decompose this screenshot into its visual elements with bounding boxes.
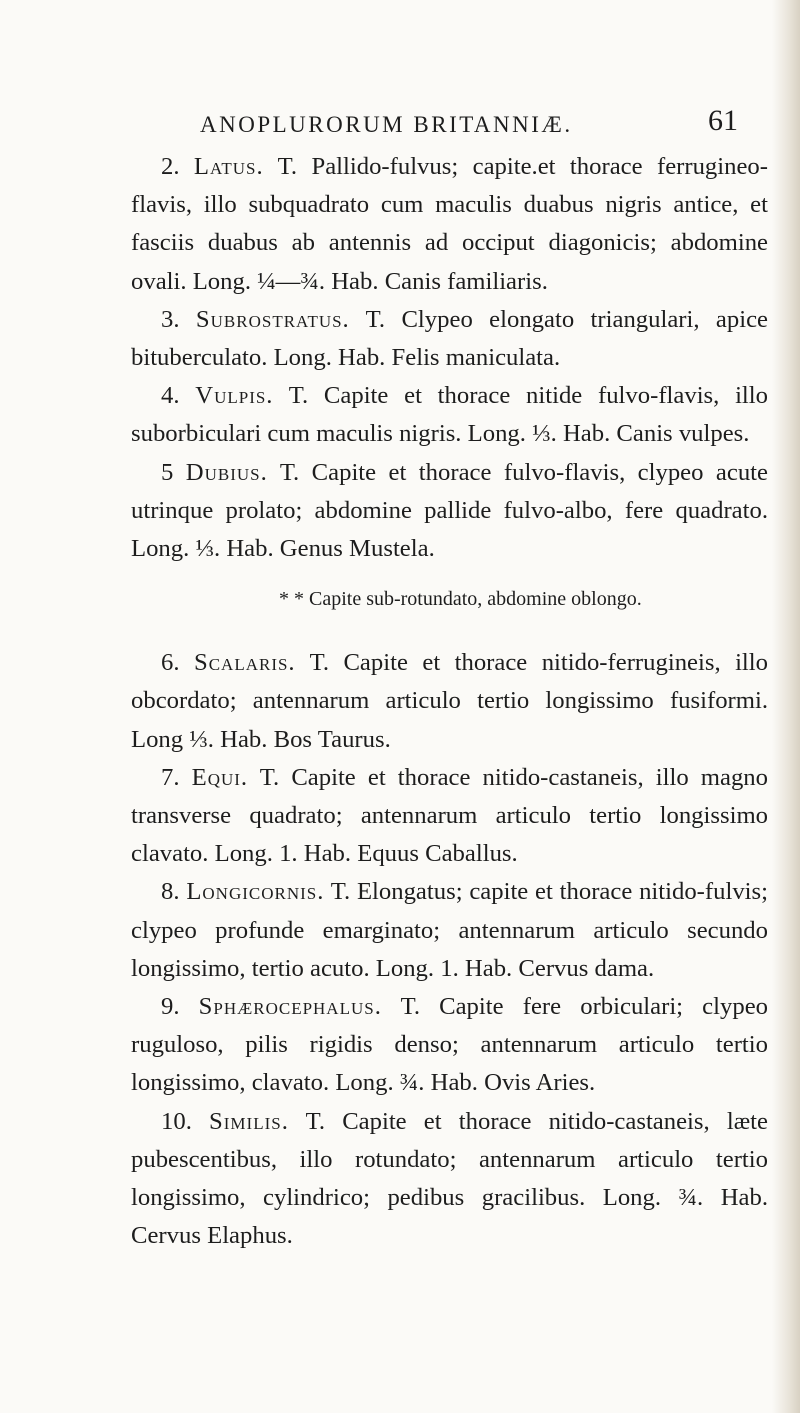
entry-number: 9.: [161, 993, 180, 1021]
section-note: * * Capite sub-rotundato, abdomine oblongo.: [279, 588, 642, 611]
entry-number: 10.: [161, 1107, 192, 1135]
species-name: Vulpis.: [195, 382, 274, 410]
species-entry-7: [131, 759, 768, 874]
running-title: ANOPLURORUM BRITANNIÆ.: [200, 112, 573, 137]
entry-text: T. Capite et thorace nitido-castaneis, illo magno transverse quadrato; antennarum articulo tertio longissimo clavato. Long. 1. Hab. Equus Caballus.: [131, 763, 768, 868]
entry-text: T. Capite et thorace nitido-ferrugineis, illo obcordato; antennarum articulo tertio longissimo fusiformi. Long ⅓. Hab. Bos Taurus.: [131, 649, 768, 753]
entry-number: 6.: [161, 649, 180, 677]
entry-number: 5: [161, 458, 174, 486]
species-descriptions: [131, 148, 768, 1255]
species-entry-3: [131, 301, 768, 377]
species-entry-6: [131, 644, 768, 759]
species-entry-5: [131, 454, 768, 569]
species-name: Latus.: [193, 153, 264, 180]
species-entry-8: [131, 873, 768, 988]
entry-number: 4.: [161, 382, 180, 410]
species-entry-2: [131, 148, 768, 301]
page-header: [0, 100, 800, 140]
entry-number: 7.: [161, 763, 180, 791]
species-name: Sphærocephalus.: [198, 993, 382, 1021]
page-edge-shadow: [772, 0, 800, 1413]
species-name: Scalaris.: [193, 649, 296, 677]
species-name: Longicornis.: [186, 878, 325, 906]
entry-text: T. Capite et thorace fulvo-flavis, clypeo acute utrinque prolato; abdomine pallide fulvo-albo, fere quadrato. Long. ⅓. Hab. Genus Mustela.: [131, 458, 769, 563]
page-number: 61: [708, 104, 738, 137]
species-name: Equi.: [191, 763, 249, 791]
species-entry-9: [131, 988, 768, 1103]
entry-text: T. Clypeo elongato triangulari, apice bituberculato. Long. Hab. Felis maniculata.: [131, 305, 769, 372]
entry-number: 3.: [161, 305, 180, 333]
entry-text: T. Capite et thorace nitide fulvo-flavis, illo suborbiculari cum maculis nigris. Long. ⅓. Hab. Canis vulpes.: [131, 382, 768, 448]
species-name: Subrostratus.: [195, 305, 350, 333]
species-entry-10: [131, 1103, 768, 1256]
entry-text: T. Pallido-fulvus; capite.et thorace ferrugineo-flavis, illo subquadrato cum maculis duabus nigris antice, et fasciis duabus ab antennis ad occiput diagonicis; abdomine ovali. Long. ¼—¾. Hab. Canis familiaris.: [131, 153, 768, 295]
species-name: Similis.: [209, 1107, 289, 1135]
species-entry-4: [131, 377, 768, 453]
species-name: Dubius.: [185, 458, 268, 486]
entry-text: T. Capite fere orbiculari; clypeo ruguloso, pilis rigidis denso; antennarum articulo tertio longissimo, clavato. Long. ¾. Hab. Ovis Aries.: [131, 993, 768, 1097]
entry-number: 8.: [161, 878, 180, 906]
entry-number: 2.: [161, 153, 180, 180]
entry-text: T. Elongatus; capite et thorace nitido-fulvis; clypeo profunde emarginato; antennarum articulo secundo longissimo, tertio acuto. Long. 1. Hab. Cervus dama.: [131, 878, 768, 982]
entry-text: T. Capite et thorace nitido-castaneis, læte pubescentibus, illo rotundato; antennarum articulo tertio longissimo, cylindrico; pedibus gracilibus. Long. ¾. Hab. Cervus Elaphus.: [131, 1107, 769, 1250]
